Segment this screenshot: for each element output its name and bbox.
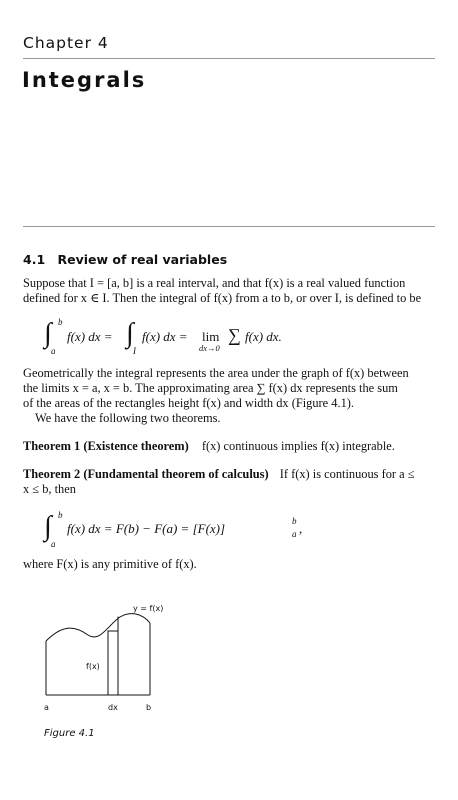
theorem-1: [23, 439, 436, 454]
geometric-line-4: We have the following two theorems.: [35, 411, 221, 425]
chapter-rule-top: [23, 58, 435, 59]
eq2-upper-limit: b: [58, 510, 63, 520]
figure-curve-label: y = f(x): [133, 604, 164, 613]
theorem-2-line-1: [23, 467, 436, 482]
eq2-bracket-lower: a: [292, 529, 297, 539]
eq2-bracket-upper: b: [292, 516, 297, 526]
figure-a-label: a: [44, 703, 49, 712]
geometric-line-3: of the areas of the rectangles height f(x) and width dx (Figure 4.1).: [23, 396, 354, 410]
chapter-title: Integrals: [22, 68, 147, 92]
integral-sign-1: ∫: [44, 318, 52, 349]
eq1-lim-sub: dx→0: [199, 343, 220, 353]
primitive-line: where F(x) is any primitive of f(x).: [23, 557, 197, 571]
eq1-sum-term: f(x) dx.: [245, 329, 282, 344]
figure-dx-label: dx: [108, 703, 118, 712]
eq2-end: ,: [299, 521, 303, 536]
integral-sign-2: ∫: [126, 318, 134, 349]
section-title: Review of real variables: [57, 252, 228, 267]
chapter-rule-bottom: [23, 226, 435, 227]
intro-line-2: defined for x ∈ I. Then the integral of f(x) from a to b, or over I, is defined to be: [23, 291, 422, 305]
theorem-2-label: Theorem 2 (Fundamental theorem of calculus): [23, 467, 269, 481]
eq1-integrand: f(x) dx =: [67, 329, 113, 344]
eq1-lower-limit: a: [51, 346, 56, 356]
section-heading: [23, 252, 227, 267]
figure-fx-label: f(x): [86, 662, 100, 671]
figure-4-1: [0, 595, 200, 715]
theorem-2-line-2: x ≤ b, then: [23, 482, 76, 496]
eq2-lower-limit: a: [51, 539, 56, 549]
eq1-integrand-2: f(x) dx =: [142, 329, 188, 344]
figure-curve: [46, 614, 150, 641]
eq1-upper-limit: b: [58, 317, 63, 327]
theorem-1-label: Theorem 1 (Existence theorem): [23, 439, 189, 453]
geometric-line-1: Geometrically the integral represents the area under the graph of f(x) between: [23, 366, 409, 380]
eq1-sum-sign: ∑: [228, 325, 241, 345]
section-number: 4.1: [23, 252, 46, 267]
chapter-label: Chapter 4: [23, 34, 109, 52]
figure-strip-rect: [108, 631, 118, 695]
figure-b-label: b: [146, 703, 152, 712]
intro-line-1: Suppose that I = [a, b] is a real interval, and that f(x) is a real valued function: [23, 276, 406, 290]
eq2-body: f(x) dx = F(b) − F(a) = [F(x)]: [67, 521, 226, 536]
eq1-lim: lim: [202, 329, 220, 344]
eq1-lower-I: I: [133, 346, 136, 356]
theorem-2-text-1: If f(x) is continuous for a ≤: [279, 467, 415, 481]
theorem-1-text: f(x) continuous implies f(x) integrable.: [201, 439, 395, 453]
figure-caption: Figure 4.1: [44, 728, 95, 739]
geometric-line-2: the limits x = a, x = b. The approximating area ∑ f(x) dx represents the sum: [23, 381, 398, 395]
integral-sign-3: ∫: [44, 511, 52, 542]
